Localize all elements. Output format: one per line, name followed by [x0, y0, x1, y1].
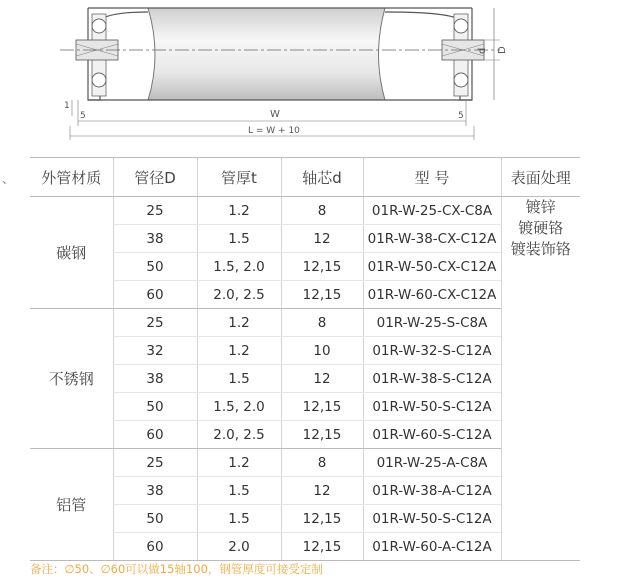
finish-item: 镀硬铬 — [518, 219, 564, 237]
diameter-cell: 25 — [113, 449, 197, 477]
diameter-cell: 60 — [113, 533, 197, 561]
thickness-cell: 1.5, 2.0 — [197, 393, 281, 421]
thickness-cell: 1.2 — [197, 337, 281, 365]
diameter-cell: 38 — [113, 477, 197, 505]
table-row — [30, 337, 580, 365]
thickness-cell: 1.5 — [197, 225, 281, 253]
dim-five-left: 5 — [80, 111, 86, 121]
thickness-cell: 1.2 — [197, 449, 281, 477]
thickness-cell: 1.5 — [197, 477, 281, 505]
table-row — [30, 197, 580, 225]
shaft-cell: 12,15 — [281, 393, 363, 421]
header-shaft: 轴芯d — [281, 158, 363, 197]
shaft-cell: 12 — [281, 365, 363, 393]
table-row — [30, 253, 580, 281]
diameter-cell: 25 — [113, 309, 197, 337]
material-cell: 碳钢 — [30, 197, 113, 309]
model-cell: 01R-W-50-S-C12A — [363, 393, 501, 421]
shaft-cell: 12,15 — [281, 505, 363, 533]
shaft-cell: 8 — [281, 449, 363, 477]
shaft-cell: 12,15 — [281, 253, 363, 281]
shaft-cell: 12,15 — [281, 533, 363, 561]
diameter-cell: 50 — [113, 505, 197, 533]
dim-tube-label: D — [497, 46, 508, 54]
table-row — [30, 449, 580, 477]
diameter-cell: 32 — [113, 337, 197, 365]
diameter-cell: 60 — [113, 281, 197, 309]
left-end-cap — [76, 8, 148, 100]
shaft-cell: 8 — [281, 197, 363, 225]
table-row — [30, 393, 580, 421]
finish-item: 镀锌 — [525, 198, 556, 216]
diameter-cell: 60 — [113, 421, 197, 449]
shaft-cell: 12,15 — [281, 421, 363, 449]
dim-width-label: W — [270, 109, 280, 120]
thickness-cell: 1.2 — [197, 309, 281, 337]
dim-thickness-label: 1 — [64, 101, 70, 111]
spec-table-body — [30, 197, 580, 561]
model-cell: 01R-W-38-S-C12A — [363, 365, 501, 393]
thickness-cell: 1.2 — [197, 197, 281, 225]
dim-length-label: L = W + 10 — [248, 126, 300, 136]
diameter-cell: 38 — [113, 225, 197, 253]
model-cell: 01R-W-38-CX-C12A — [363, 225, 501, 253]
diameter-cell: 50 — [113, 253, 197, 281]
header-model: 型 号 — [363, 158, 501, 197]
shaft-cell: 10 — [281, 337, 363, 365]
material-cell: 不锈钢 — [30, 309, 113, 449]
model-cell: 01R-W-32-S-C12A — [363, 337, 501, 365]
side-mark: 、 — [2, 172, 15, 186]
dim-shaft-label: d — [477, 47, 488, 54]
shaft-cell: 12 — [281, 225, 363, 253]
finish-item: 镀装饰铬 — [510, 240, 571, 258]
thickness-cell: 1.5 — [197, 365, 281, 393]
header-diameter: 管径D — [113, 158, 197, 197]
finish-cell — [501, 197, 580, 561]
diameter-cell: 25 — [113, 197, 197, 225]
thickness-cell: 2.0 — [197, 533, 281, 561]
model-cell: 01R-W-38-A-C12A — [363, 477, 501, 505]
table-row — [30, 477, 580, 505]
dim-five-right: 5 — [458, 111, 464, 121]
model-cell: 01R-W-25-CX-C8A — [363, 197, 501, 225]
shaft-cell: 12 — [281, 477, 363, 505]
thickness-cell: 2.0, 2.5 — [197, 421, 281, 449]
shaft-cell: 12,15 — [281, 281, 363, 309]
model-cell: 01R-W-50-S-C12A — [363, 505, 501, 533]
thickness-cell: 2.0, 2.5 — [197, 281, 281, 309]
table-row — [30, 225, 580, 253]
table-row — [30, 533, 580, 561]
model-cell: 01R-W-25-S-C8A — [363, 309, 501, 337]
model-cell: 01R-W-50-CX-C12A — [363, 253, 501, 281]
thickness-cell: 1.5, 2.0 — [197, 253, 281, 281]
model-cell: 01R-W-60-S-C12A — [363, 421, 501, 449]
table-row — [30, 281, 580, 309]
footnote: 备注：∅50、∅60可以做15轴100，钢管厚度可接受定制 — [30, 562, 323, 576]
material-cell: 铝管 — [30, 449, 113, 561]
model-cell: 01R-W-60-CX-C12A — [363, 281, 501, 309]
diameter-cell: 50 — [113, 393, 197, 421]
model-cell: 01R-W-25-A-C8A — [363, 449, 501, 477]
roller-technical-drawing — [0, 0, 622, 150]
diameter-cell: 38 — [113, 365, 197, 393]
roller-tube — [148, 8, 385, 100]
table-header-row — [30, 158, 580, 197]
table-row — [30, 421, 580, 449]
table-row — [30, 365, 580, 393]
header-material: 外管材质 — [30, 158, 113, 197]
thickness-cell: 1.5 — [197, 505, 281, 533]
shaft-cell: 8 — [281, 309, 363, 337]
table-row — [30, 505, 580, 533]
model-cell: 01R-W-60-A-C12A — [363, 533, 501, 561]
spec-table — [30, 157, 580, 561]
table-row — [30, 309, 580, 337]
header-finish: 表面处理 — [501, 158, 580, 197]
header-thickness: 管厚t — [197, 158, 281, 197]
right-end-cap — [385, 8, 484, 100]
